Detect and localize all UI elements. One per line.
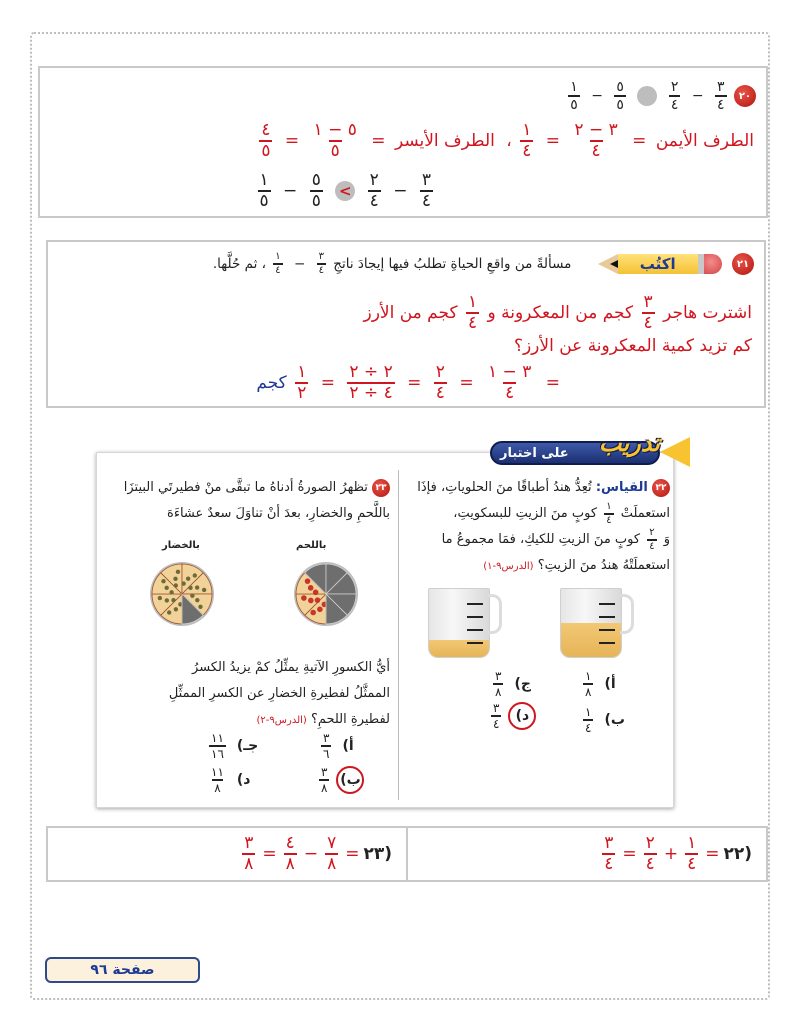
choice-label: د) [236,772,251,788]
q23-choice-c[interactable] [206,732,258,760]
q22-number-badge: ٢٢ [652,479,670,497]
q22-choice-d-selected[interactable] [488,702,536,730]
fraction: $\frac{٣}{٤}$ [318,251,324,276]
minus-sign: − [591,88,603,104]
answer-22 [408,828,766,880]
q23-text: لفطيرةِ اللحمِ؟ [310,712,390,727]
comparison-blank-circle [637,86,657,106]
answer-23 [48,828,408,880]
q23-choice-a[interactable] [318,732,354,760]
topping-veg [188,586,192,590]
fraction: $\frac{٣}{٤}$ [643,292,653,333]
equals-sign: = [320,373,335,393]
fraction: $\frac{١}{٤}$ [467,292,478,333]
lesson-reference: (الدرس٩-١) [483,561,534,572]
fraction: $\frac{٥ - ١}{٥}$ [313,120,357,161]
answer-label: (٢٢ [723,844,752,864]
fraction: $\frac{١١}{٨}$ [211,765,224,795]
question-20-box [38,66,768,218]
fraction: $\frac{٣}{٤}$ [493,701,500,731]
pizza-meat-label: باللحم [296,540,327,551]
fraction: $\frac{٣}{٤}$ [604,833,614,874]
minus-sign: − [293,256,306,272]
fraction: $\frac{١}{٥}$ [570,79,578,113]
q22-text: تُعِدُّ هندُ أطباقًا منَ الحلوياتِ، فإذَا [417,480,592,495]
equals-sign: = [705,844,720,864]
pencil-write-icon [598,253,722,275]
fraction: $\frac{١}{٤}$ [275,251,281,276]
fraction: $\frac{١١}{١٦}$ [211,731,224,761]
topping-veg [195,585,199,589]
q23-text: باللَّحمِ والخضارِ، بعدَ أنْ تناوَلَ سعدٌ عشاءَهَ [167,506,390,521]
fraction: $\frac{١}{٤}$ [522,120,532,161]
q20-answer [255,172,437,210]
pizza-meat [292,560,360,628]
selected-answer-circle: د) [508,702,536,730]
fraction: $\frac{٥}{٥}$ [616,79,624,113]
q23-question [108,655,390,734]
topping-veg [169,590,173,594]
topping-pepperoni [308,598,314,604]
equals-sign: = [262,844,277,864]
topping-veg [181,581,185,585]
prompt-text-end: ، ثم حُلَّها. [212,256,266,272]
q21-calculation [256,364,564,402]
comma: ، [506,131,512,151]
q23-choice-d[interactable] [206,766,250,794]
measuring-cup-quarter [428,588,504,658]
question-23 [108,475,390,527]
q23-text: الممثَّلُ لفطيرةِ الخضارِ عن الكسرِ الممثِّلِ [168,686,390,701]
fraction: $\frac{٢}{٤}$ [670,79,679,113]
equals-sign: = [622,844,637,864]
q22-text: استعملَتْهُ هندُ منَ الزيتِ؟ [537,558,670,573]
question-21-box [46,240,766,408]
topping-pepperoni [308,585,314,591]
fraction: $\frac{٣}{٨}$ [244,833,254,874]
q22-title: القياس: [595,480,648,495]
fraction: $\frac{٣}{٨}$ [495,669,502,699]
fraction: $\frac{٧}{٨}$ [327,833,337,874]
test-practice-banner [490,429,690,467]
fraction: $\frac{٢ \div ٢}{٤ \div ٢}$ [349,362,393,403]
fraction: $\frac{١}{٤}$ [687,833,697,874]
q21-prompt [213,252,754,276]
topping-pepperoni [301,595,307,601]
comparison-answer-symbol: > [335,181,355,201]
q22-choice-b[interactable] [580,706,625,734]
q21-number-badge: ٢١ [732,253,754,275]
left-side-label: الطرف الأيمن [655,131,754,151]
q23-text: أيُّ الكسورِ الآتيةِ يمثِّلُ كمْ يزيدُ الكسرُ [192,660,390,675]
plus-sign: + [663,844,679,864]
banner-text: على اختبار [500,445,569,461]
fraction: $\frac{١}{٤}$ [585,705,592,735]
topping-veg [198,605,202,609]
question-22 [408,475,670,580]
topping-veg [190,593,194,597]
answers-row [46,826,768,882]
q21-answer-line-1 [363,294,752,332]
fraction: $\frac{٣}{٤}$ [717,79,725,113]
choice-label: جـ) [236,738,259,754]
choice-label: أ) [342,738,354,754]
lesson-reference: (الدرس٩-٢) [256,715,307,726]
equals-sign: = [407,373,422,393]
topping-veg [202,588,206,592]
topping-veg [164,586,168,590]
fraction: $\frac{٢}{٤}$ [649,526,655,552]
column-divider [398,470,399,800]
answer-text: اشترت هاجر [663,303,752,323]
choice-label: أ) [604,676,616,692]
topping-veg [186,576,190,580]
fraction: $\frac{٢}{٤}$ [369,170,379,211]
topping-veg [173,577,177,581]
topping-pepperoni [317,607,323,613]
pizza-veg-label: بالخضار [162,540,200,551]
q22-text: استعملَتْ [620,506,670,521]
minus-sign: − [691,88,704,104]
selected-answer-circle: ب) [336,766,364,794]
topping-veg [158,596,162,600]
topping-veg [161,579,165,583]
measuring-cup-half [560,588,636,658]
topping-veg [193,573,197,577]
fraction: $\frac{٤}{٥}$ [261,120,271,161]
answer-text: كجم من المعكرونة و [487,303,634,323]
choice-label: ب) [604,712,625,728]
answer-label: (٢٣ [363,844,392,864]
q23-choice-b-selected[interactable] [316,766,364,794]
q20-work [256,122,754,160]
topping-veg [165,598,169,602]
equals-sign: = [545,131,560,151]
topping-pepperoni [310,610,316,616]
banner-script-title: تدريب [598,429,660,457]
page-number-label: صفحة ٩٦ [45,957,200,983]
minus-sign: − [283,181,298,201]
fraction: $\frac{١}{٥}$ [259,170,269,211]
topping-pepperoni [315,597,321,603]
choice-label: ج) [514,676,531,692]
fraction: $\frac{٣}{٤}$ [421,170,431,211]
q22-text: كوبٍ منَ الزيتِ للكيكِ، فمَا مجموعُ ما [441,532,641,547]
equals-sign: = [371,131,386,151]
fraction: $\frac{١}{٤}$ [606,500,612,526]
fraction: $\frac{٣}{٦}$ [323,731,330,761]
equals-sign: = [545,373,560,393]
fraction: $\frac{٣ - ٢}{٤}$ [574,120,618,161]
topping-pepperoni [305,578,311,584]
fraction: $\frac{٤}{٨}$ [285,833,295,874]
fraction: $\frac{١}{٨}$ [585,669,592,699]
right-side-label: الطرف الأيسر [394,131,495,151]
topping-veg [174,583,178,587]
topping-veg [174,607,178,611]
equals-sign: = [632,131,647,151]
q21-answer-line-2: كم تزيد كمية المعكرونة عن الأرز؟ [513,336,752,356]
fraction: $\frac{١}{٢}$ [297,362,307,403]
unit-label: كجم [256,373,287,393]
equals-sign: = [345,844,360,864]
q22-text: وَ [663,532,670,547]
q20-number-badge: ٢٠ [734,85,756,107]
q20-problem [565,80,756,112]
minus-sign: − [393,181,408,201]
fraction: $\frac{٢}{٤}$ [645,833,655,874]
q23-number-badge: ٢٣ [372,479,390,497]
fraction: $\frac{٣}{٨}$ [321,765,328,795]
fraction: $\frac{٢}{٤}$ [435,362,445,403]
equals-sign: = [284,131,300,151]
topping-veg [171,598,175,602]
banner-arrow-icon [660,437,690,467]
q22-choice-c[interactable] [490,670,531,698]
q22-choice-a[interactable] [580,670,616,698]
minus-sign: − [303,844,319,864]
topping-pepperoni [313,590,319,596]
q23-text: تظهرُ الصورةُ أدناهُ ما تبقَّى منْ فطيرتَي البيتزَا [123,480,368,495]
fraction: $\frac{٣ - ١}{٤}$ [488,362,532,403]
q22-text: كوبٍ منَ الزيتِ للبسكويتِ، [453,506,598,521]
pencil-label: اكتُب [618,254,698,274]
equals-sign: = [459,373,474,393]
fraction: $\frac{٥}{٥}$ [311,170,321,211]
pizza-veg [148,560,216,628]
prompt-text: مسألةً من واقعِ الحياةِ تطلبُ فيها إيجادَ ناتجِ [333,256,572,272]
topping-veg [176,570,180,574]
topping-veg [167,610,171,614]
topping-veg [195,598,199,602]
answer-text: كجم من الأرز [363,303,458,323]
